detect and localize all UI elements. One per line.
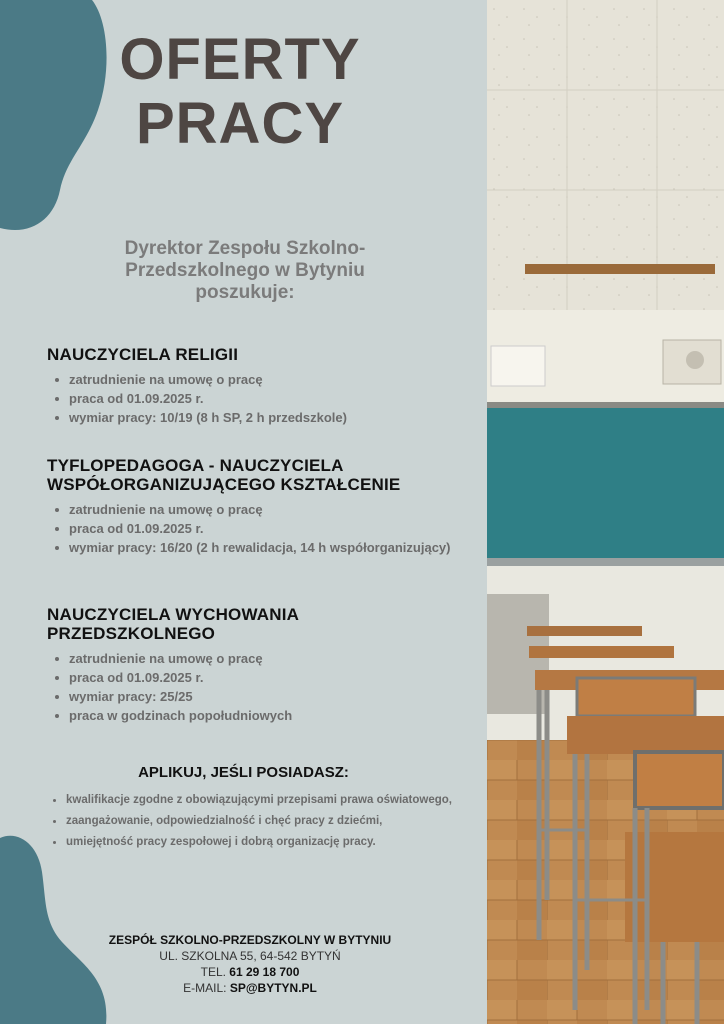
phone-line	[0, 964, 487, 980]
job-detail-item: zatrudnienie na umowę o pracę	[47, 649, 467, 668]
job-detail-item: praca od 01.09.2025 r.	[47, 389, 467, 408]
title-line-1: OFERTY	[119, 27, 361, 92]
job-preschool-teacher	[47, 605, 467, 725]
job-detail-item: wymiar pracy: 16/20 (2 h rewalidacja, 14 h współorganizujący)	[47, 538, 467, 557]
job-title: NAUCZYCIELA WYCHOWANIA PRZEDSZKOLNEGO	[47, 605, 299, 643]
phone-label: TEL.	[200, 965, 226, 979]
job-detail-item: zatrudnienie na umowę o pracę	[47, 500, 467, 519]
job-detail-item: praca od 01.09.2025 r.	[47, 519, 467, 538]
job-details	[47, 649, 467, 725]
email-address: SP@BYTYN.PL	[229, 981, 317, 995]
decorative-blob-top	[0, 0, 110, 232]
organization-name: ZESPÓŁ SZKOLNO-PRZEDSZKOLNY W BYTYNIU	[108, 933, 392, 947]
job-details	[47, 370, 467, 427]
email-line	[0, 980, 487, 996]
classroom-photo	[487, 0, 724, 1024]
requirement-item: umiejętność pracy zespołowej i dobrą organizację pracy.	[50, 832, 470, 853]
page-title	[100, 28, 380, 156]
job-title: NAUCZYCIELA RELIGII	[47, 345, 239, 364]
intro-text: Dyrektor Zespołu Szkolno-Przedszkolnego w Bytyniu poszukuje:	[124, 238, 366, 303]
job-detail-item: zatrudnienie na umowę o pracę	[47, 370, 467, 389]
contact-footer	[0, 932, 487, 996]
job-typhlopedagogue	[47, 456, 467, 557]
job-detail-item: praca w godzinach popołudniowych	[47, 706, 467, 725]
requirements-list	[50, 790, 470, 853]
job-detail-item: wymiar pracy: 10/19 (8 h SP, 2 h przedszkole)	[47, 408, 467, 427]
requirement-item: kwalifikacje zgodne z obowiązującymi przepisami prawa oświatowego,	[50, 790, 470, 811]
email-label: E-MAIL:	[183, 981, 227, 995]
job-detail-item: praca od 01.09.2025 r.	[47, 668, 467, 687]
title-line-2: PRACY	[135, 91, 345, 156]
address: UL. SZKOLNA 55, 64-542 BYTYŃ	[159, 949, 341, 963]
job-detail-item: wymiar pracy: 25/25	[47, 687, 467, 706]
job-religion	[47, 345, 467, 427]
phone-number: 61 29 18 700	[229, 965, 300, 979]
job-details	[47, 500, 467, 557]
requirement-item: zaangażowanie, odpowiedzialność i chęć pracy z dziećmi,	[50, 811, 470, 832]
apply-heading: APLIKUJ, JEŚLI POSIADASZ:	[138, 764, 349, 781]
job-title: TYFLOPEDAGOGA - NAUCZYCIELA WSPÓŁORGANIZUJĄCEGO KSZTAŁCENIE	[47, 456, 401, 494]
